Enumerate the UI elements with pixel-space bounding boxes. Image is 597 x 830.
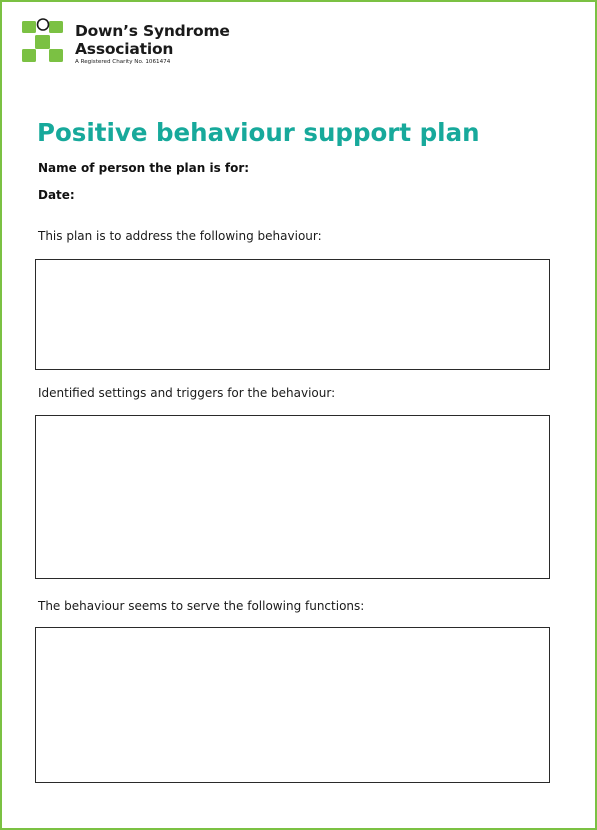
- dsa-logo: [22, 18, 252, 70]
- logo-wordmark: [75, 22, 230, 58]
- behaviour-textbox[interactable]: [35, 259, 550, 370]
- triggers-prompt: Identified settings and triggers for the behaviour:: [38, 386, 336, 400]
- date-label: Date:: [38, 188, 75, 202]
- logo-line-2: Association: [75, 40, 174, 58]
- chequered-cross-logo-icon: [22, 18, 68, 66]
- behaviour-prompt: This plan is to address the following behaviour:: [38, 229, 322, 243]
- functions-textbox[interactable]: [35, 627, 550, 783]
- triggers-textbox[interactable]: [35, 415, 550, 579]
- name-label: Name of person the plan is for:: [38, 161, 250, 175]
- logo-line-1: Down’s Syndrome: [75, 22, 230, 40]
- charity-number: A Registered Charity No. 1061474: [75, 59, 171, 65]
- functions-prompt: The behaviour seems to serve the following functions:: [38, 599, 365, 613]
- page-title: Positive behaviour support plan: [37, 118, 480, 147]
